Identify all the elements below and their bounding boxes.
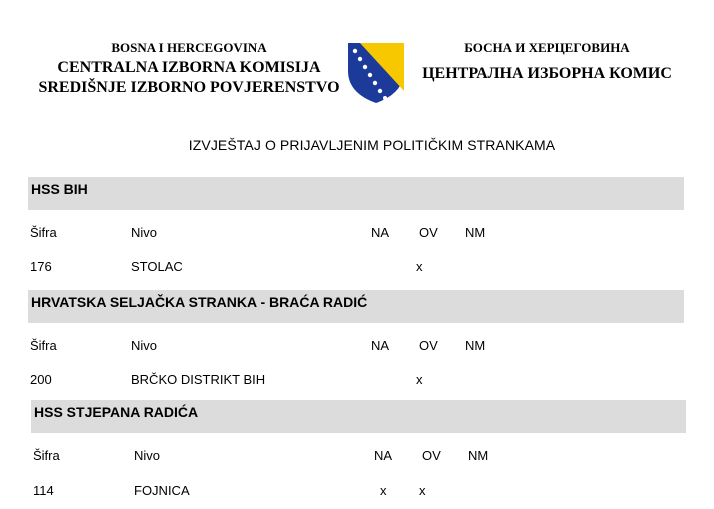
party-name: HSS BIH	[31, 181, 88, 197]
column-header-nivo: Nivo	[131, 225, 158, 240]
row-ov: x	[416, 372, 423, 387]
commission-name-cyrillic: ЦЕНТРАЛНА ИЗБОРНА КОМИС	[422, 65, 672, 82]
report-title: IZVJEŠTAJ O PRIJAVLJENIM POLITIČKIM STRANKAMA	[188, 137, 556, 153]
column-header-ov: OV	[422, 448, 441, 463]
party-header	[28, 290, 684, 323]
row-nivo: BRČKO DISTRIKT BIH	[131, 372, 266, 387]
row-nivo: STOLAC	[131, 259, 183, 274]
column-header-nivo: Nivo	[131, 338, 158, 353]
bosnia-flag-shield-icon	[346, 41, 406, 105]
row-na: x	[380, 483, 387, 498]
row-nivo: FOJNICA	[134, 483, 190, 498]
header-right-block	[412, 38, 682, 84]
column-header-ov: OV	[419, 225, 438, 240]
party-header	[28, 177, 684, 210]
column-header-nivo: Nivo	[134, 448, 161, 463]
header-left-block	[30, 38, 348, 98]
column-header-sifra: Šifra	[33, 448, 60, 463]
row-ov: x	[416, 259, 423, 274]
column-header-nm: NM	[465, 225, 486, 240]
party-name: HSS STJEPANA RADIĆA	[34, 404, 199, 420]
row-sifra: 200	[30, 372, 52, 387]
commission-name-bosnian: CENTRALNA IZBORNA KOMISIJA	[57, 59, 321, 76]
row-sifra: 114	[33, 483, 54, 498]
column-header-na: NA	[374, 448, 393, 463]
party-header	[31, 400, 686, 433]
column-header-na: NA	[371, 338, 390, 353]
commission-name-croatian: SREDIŠNJE IZBORNO POVJERENSTVO	[38, 79, 340, 96]
column-header-ov: OV	[419, 338, 438, 353]
country-name-cyrillic: БОСНА И ХЕРЦЕГОВИНА	[464, 40, 630, 55]
column-header-nm: NM	[468, 448, 489, 463]
row-ov: x	[419, 483, 426, 498]
row-sifra: 176	[30, 259, 52, 274]
column-header-sifra: Šifra	[30, 338, 57, 353]
country-name-latin: BOSNA I HERCEGOVINA	[111, 40, 267, 55]
column-header-na: NA	[371, 225, 390, 240]
column-header-sifra: Šifra	[30, 225, 57, 240]
column-header-nm: NM	[465, 338, 486, 353]
party-name: HRVATSKA SELJAČKA STRANKA - BRAĆA RADIĆ	[31, 294, 368, 310]
